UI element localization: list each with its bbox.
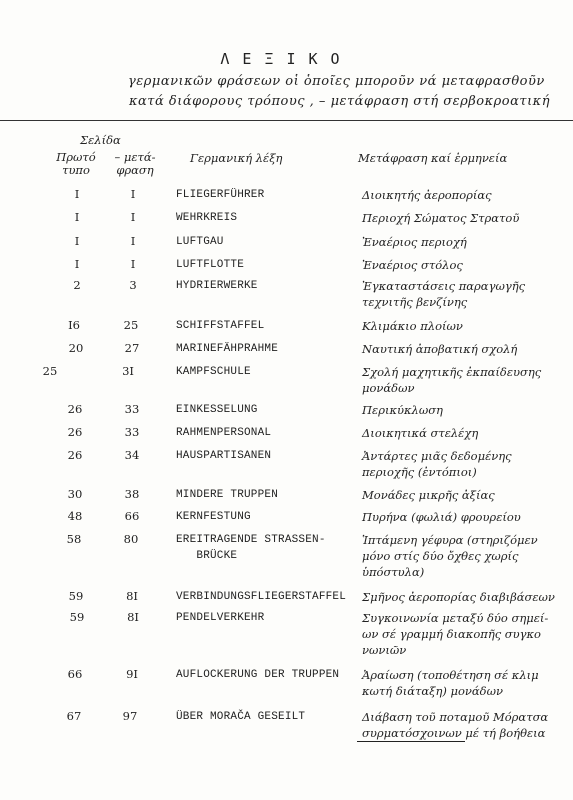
meaning-cell: Συγκοινωνία μεταξύ δύο σημεί- ων σέ γραμμή διακοπῆς συγκο νωνιῶν [362, 611, 549, 657]
original-page-cell: I [74, 210, 80, 224]
original-column-header-line2: τυπο [62, 163, 90, 177]
meaning-cell: Ἐγκαταστάσεις παραγωγῆς τεχνιτῆς βενζίνης [362, 279, 526, 309]
meaning-cell: Σχολή μαχητικῆς ἐκπαίδευσης μονάδων [362, 365, 542, 395]
translation-page-cell: I [130, 234, 136, 248]
meaning-cell: Ἀντάρτες μιᾶς δεδομένης περιοχῆς (ἐντόπιοι) [362, 449, 512, 479]
page-column-group-label: Σελίδα [80, 133, 121, 147]
translation-page-cell: 25 [123, 318, 139, 332]
document-title: ΛΕΞΙΚΟ [220, 50, 353, 68]
german-term-cell: ÜBER MORAČA GESEILT [176, 711, 306, 723]
original-page-cell: 66 [67, 667, 83, 681]
meaning-cell: Διοικητής ἀεροπορίας [362, 188, 492, 202]
meaning-cell: Διοικητικά στελέχη [362, 426, 479, 440]
translation-page-cell: 8I [126, 589, 138, 603]
german-column-header: Γερμανική λέξη [190, 151, 283, 165]
original-column-header-line1: Πρωτό [56, 150, 96, 164]
german-term-cell: EREITRAGENDE STRASSEN- BRÜCKE [176, 534, 326, 562]
german-term-cell: MARINEFÄHPRAHME [176, 343, 279, 355]
german-term-cell: LUFTGAU [176, 236, 224, 248]
meaning-cell: Πυρήνα (φωλιά) φρουρείου [362, 510, 521, 524]
translation-page-cell: 34 [124, 448, 140, 462]
german-term-cell: AUFLOCKERUNG DER TRUPPEN [176, 669, 340, 681]
original-page-cell: 20 [68, 341, 84, 355]
german-term-cell: HYDRIERWERKE [176, 280, 258, 292]
german-term-cell: HAUSPARTISANEN [176, 450, 272, 462]
translation-page-cell: 66 [124, 509, 140, 523]
original-page-cell: 26 [67, 448, 83, 462]
original-page-cell: 58 [66, 532, 82, 546]
meaning-cell: Διάβαση τοῦ ποταμοῦ Μόρατσα συρματόσχοινων μέ τή βοήθεια [362, 710, 549, 740]
original-page-cell: 25 [42, 364, 58, 378]
german-term-cell: KAMPFSCHULE [176, 366, 251, 378]
original-page-cell: 48 [67, 509, 83, 523]
original-page-cell: 30 [67, 487, 83, 501]
original-page-cell: 59 [69, 610, 85, 624]
original-page-cell: I [74, 257, 80, 271]
translation-page-cell: 38 [124, 487, 140, 501]
translation-page-cell: 33 [124, 402, 140, 416]
translation-page-cell: 33 [124, 425, 140, 439]
subtitle-line-2: κατά διάφορους τρόπους , – μετάφραση στή σερβοκροατική [129, 94, 550, 109]
german-term-cell: WEHRKREIS [176, 212, 238, 224]
original-page-cell: 26 [67, 425, 83, 439]
meaning-cell: Ἐναέριος περιοχή [362, 235, 467, 249]
header-divider [0, 120, 573, 121]
translation-page-cell: I [130, 210, 136, 224]
german-term-cell: KERNFESTUNG [176, 511, 251, 523]
meaning-cell: Ἀραίωση (τοποθέτηση σέ κλιμ κωτή διάταξη) μονάδων [362, 668, 539, 698]
german-term-cell: FLIEGERFÜHRER [176, 189, 265, 201]
original-page-cell: 67 [66, 709, 82, 723]
meaning-cell: Ἐναέριος στόλος [362, 258, 463, 272]
original-page-cell: 2 [73, 278, 81, 292]
translation-page-cell: I [130, 187, 136, 201]
meaning-cell: Ναυτική ἀποβατική σχολή [362, 342, 518, 356]
meaning-column-header: Μετάφραση καί ἑρμηνεία [358, 151, 508, 165]
meaning-cell: Σμῆνος ἀεροπορίας διαβιβάσεων [362, 590, 555, 604]
meaning-cell: Περιοχή Σώματος Στρατοῦ [362, 211, 520, 225]
translation-page-cell: 9I [126, 667, 138, 681]
original-page-cell: I6 [68, 318, 80, 332]
translation-page-cell: I [130, 257, 136, 271]
german-term-cell: EINKESSELUNG [176, 404, 258, 416]
original-page-cell: 26 [67, 402, 83, 416]
translation-page-cell: 97 [122, 709, 138, 723]
german-term-cell: PENDELVERKEHR [176, 612, 265, 624]
translation-column-header-line2: φραση [116, 163, 154, 177]
translation-page-cell: 3 [129, 278, 137, 292]
original-page-cell: I [74, 187, 80, 201]
translation-page-cell: 80 [123, 532, 139, 546]
original-page-cell: I [74, 234, 80, 248]
translation-column-header-line1: – μετά- [114, 150, 156, 164]
german-term-cell: LUFTFLOTTE [176, 259, 245, 271]
translation-page-cell: 3I [122, 364, 134, 378]
meaning-cell: Κλιμάκιο πλοίων [362, 319, 463, 333]
german-term-cell: RAHMENPERSONAL [176, 427, 272, 439]
original-page-cell: 59 [68, 589, 84, 603]
meaning-cell: Μονάδες μικρῆς ἀξίας [362, 488, 495, 502]
translation-page-cell: 27 [124, 341, 140, 355]
meaning-cell: Περικύκλωση [362, 403, 443, 417]
german-term-cell: SCHIFFSTAFFEL [176, 320, 265, 332]
handwritten-underline [357, 741, 465, 742]
german-term-cell: MINDERE TRUPPEN [176, 489, 279, 501]
meaning-cell: Ἱπτάμενη γέφυρα (στηριζόμεν μόνο στίς δύο ὄχθες χωρίς ὑπόστυλα) [362, 533, 538, 579]
subtitle-line-1: γερμανικῶν φράσεων οἱ ὁποῖες μποροῦν νά μεταφρασθοῦν [128, 74, 545, 89]
german-term-cell: VERBINDUNGSFLIEGERSTAFFEL [176, 591, 347, 603]
translation-page-cell: 8I [127, 610, 139, 624]
